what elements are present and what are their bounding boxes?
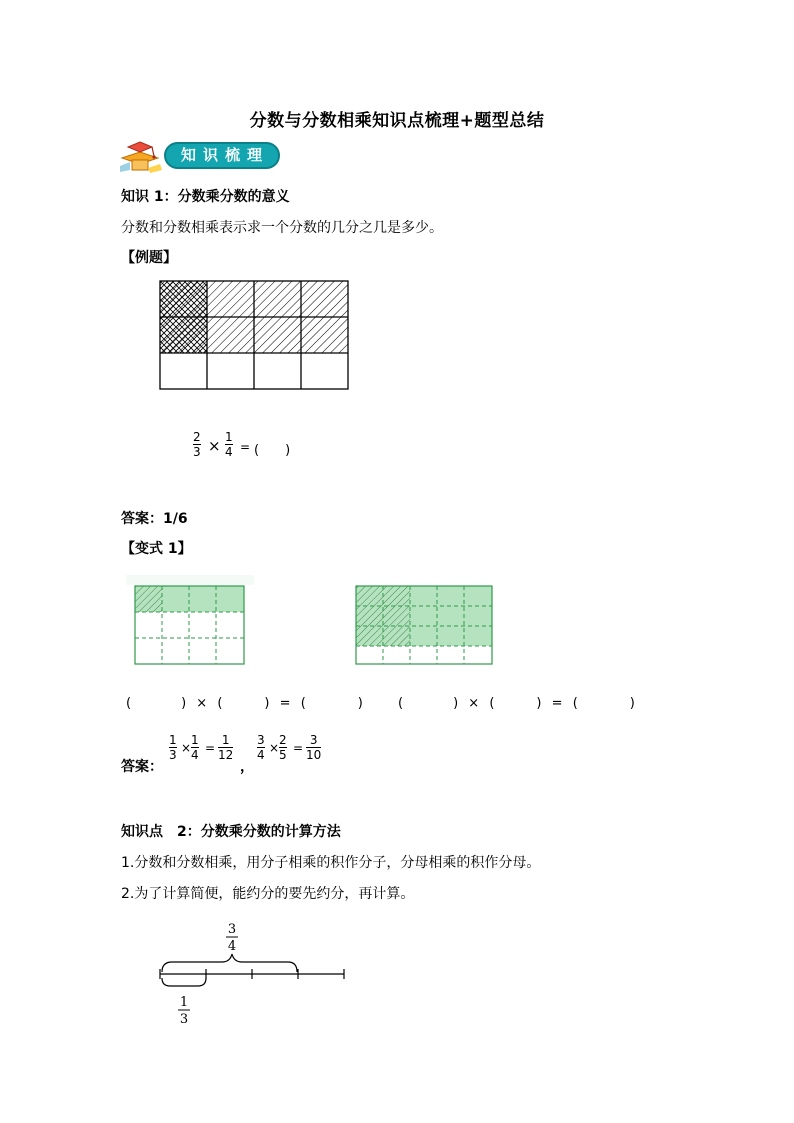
ans1-frac-a: $\frac{1}{3}$ (169, 733, 177, 762)
ans2-frac-b: $\frac{2}{5}$ (279, 733, 287, 762)
section1-description: 分数和分数相乘表示求一个分数的几分之几是多少。 (121, 220, 443, 236)
variant-label: 【变式 1】 (121, 541, 192, 557)
section2-point2: 2.为了计算简便，能约分的要先约分，再计算。 (121, 886, 415, 902)
ans1-result: $\frac{1}{12}$ (218, 733, 234, 762)
ans1-frac-b: $\frac{1}{4}$ (191, 733, 199, 762)
ans1-times: × (181, 741, 192, 755)
banner-label: 知识梳理 (164, 142, 280, 169)
ans2-frac-a: $\frac{3}{4}$ (257, 733, 265, 762)
section2-point1: 1.分数和分数相乘，用分子相乘的积作分子，分母相乘的积作分母。 (121, 855, 541, 871)
document-title: 分数与分数相乘知识点梳理+题型总结 (249, 111, 545, 131)
diagram-top-den: 4 (227, 939, 237, 954)
equals-sign: = (240, 440, 251, 454)
answer-separator: ， (240, 759, 254, 775)
section1-heading: 知识 1：分数乘分数的意义 (121, 189, 290, 205)
brace-top (162, 954, 297, 972)
ans2-result: $\frac{3}{10}$ (306, 733, 322, 762)
diagram-bottom-num: 1 (179, 995, 189, 1010)
variant-grid-right (350, 580, 498, 670)
diagram-bottom-den: 3 (179, 1012, 189, 1027)
blank-equation-left: ( ) × ( ) = ( ) (126, 696, 363, 711)
example-grid-diagram (158, 279, 352, 391)
variant-answer-label: 答案： (121, 759, 163, 775)
diagram-top-num: 3 (227, 922, 237, 937)
section2-heading: 知识点 2：分数乘分数的计算方法 (121, 824, 341, 840)
ans1-equals: = (205, 741, 216, 755)
fraction-one-quarter: $\frac{1}{4}$ (225, 430, 233, 459)
ans2-equals: = (293, 741, 304, 755)
variant-grid-left (126, 575, 254, 669)
knowledge-banner (118, 138, 288, 176)
ans2-times: × (269, 741, 280, 755)
times-sign: × (208, 437, 221, 455)
example-label: 【例题】 (121, 250, 177, 266)
example-answer: 答案：1/6 (121, 511, 188, 527)
answer-blank: ( ) (254, 443, 291, 458)
number-line-diagram (150, 918, 350, 1028)
blank-equation-right: ( ) × ( ) = ( ) (398, 696, 635, 711)
brace-bottom (162, 978, 206, 986)
fraction-two-thirds: $\frac{2}{3}$ (193, 430, 201, 459)
